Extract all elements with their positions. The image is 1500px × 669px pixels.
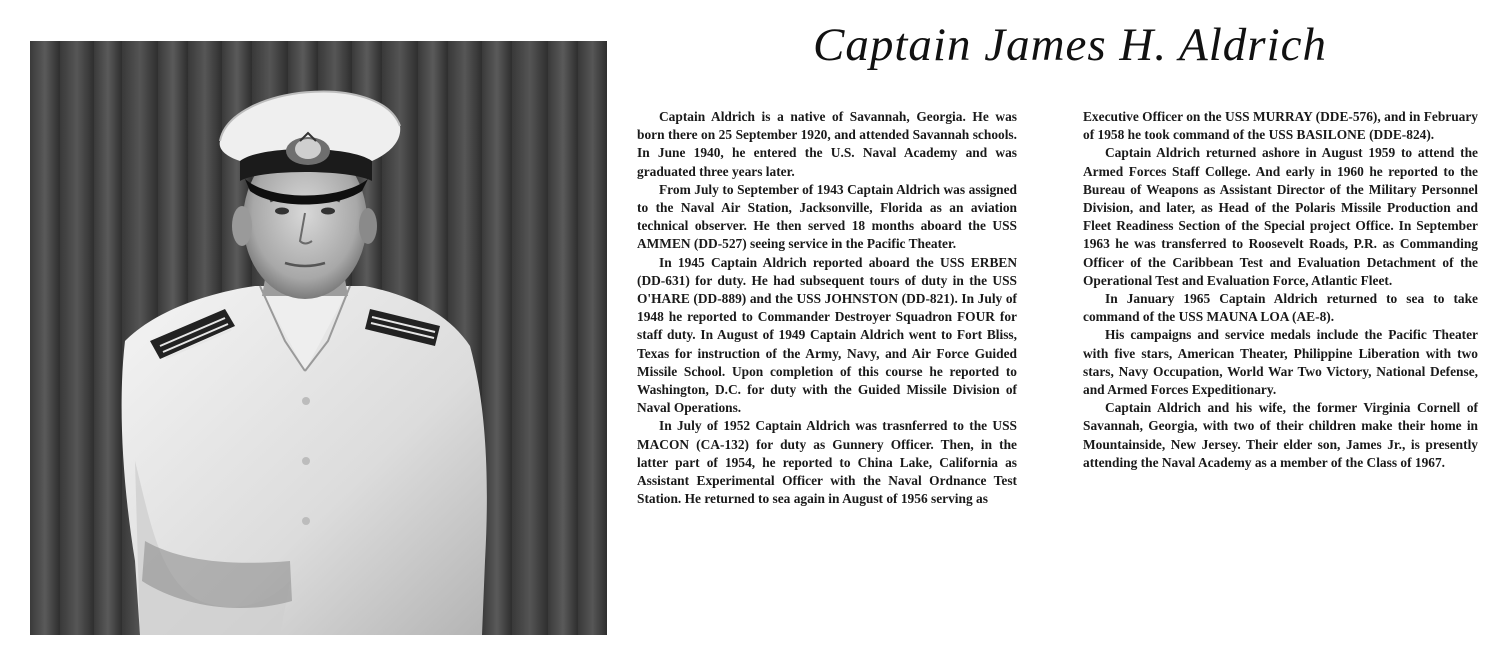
paragraph: In July of 1952 Captain Aldrich was trasnferred to the USS MACON (CA-132) for duty as Gunnery Officer. Then, in the latter part of 1954, he reported to China Lake, California as Assistant Experimental Officer with the Naval Ordnance Test Station. He returned to sea again in August of 1956 serving as (637, 418, 1017, 507)
paragraph: Captain Aldrich is a native of Savannah, Georgia. He was born there on 25 September 1920, and attended Savannah schools. In June 1940, he entered the U.S. Naval Academy and was graduated three years later. (637, 109, 1017, 179)
portrait-illustration (30, 41, 607, 635)
paragraph-continued: Executive Officer on the USS MURRAY (DDE-576), and in February of 1958 he took command of the USS BASILONE (DDE-824). (1083, 109, 1478, 143)
text-column-right (1083, 108, 1478, 472)
paragraph: Captain Aldrich and his wife, the former Virginia Cornell of Savannah, Georgia, with two of their children make their home in Mountainside, New Jersey. Their elder son, James Jr., is presently attending the Naval Academy as a member of the Class of 1967. (1083, 400, 1478, 470)
paragraph: Captain Aldrich returned ashore in August 1959 to attend the Armed Forces Staff College. And early in 1960 he reported to the Bureau of Weapons as Assistant Director of the Military Personnel Division, and later, as Head of the Polaris Missile Production and Fleet Readiness Section of the Special project Office. In September 1963 he was transferred to Roosevelt Roads, P.R. as Commanding Officer of the Caribbean Test and Evaluation Detachment of the Operational Test and Evaluation Force, Atlantic Fleet. (1083, 145, 1478, 288)
paragraph: In 1945 Captain Aldrich reported aboard the USS ERBEN (DD-631) for duty. He had subsequent tours of duty in the USS O'HARE (DD-889) and the USS JOHNSTON (DD-821). In July of 1948 he reported to Commander Destroyer Squadron FOUR for staff duty. In August of 1949 Captain Aldrich went to Fort Bliss, Texas for instruction of the Army, Navy, and Air Force Guided Missile School. Upon completion of this course he reported to Washington, D.C. for duty with the Guided Missile Division of Naval Operations. (637, 254, 1017, 416)
paragraph: From July to September of 1943 Captain Aldrich was assigned to the Naval Air Station, Jacksonville, Florida as an aviation technical observer. He then served 18 months aboard the USS AMMEN (DD-527) seeing service in the Pacific Theater. (637, 181, 1017, 252)
paragraph: His campaigns and service medals include the Pacific Theater with five stars, American Theater, Philippine Liberation with two stars, Navy Occupation, World War Two Victory, National Defense, and Armed Forces Expeditionary. (1083, 327, 1478, 398)
text-column-left (637, 108, 1017, 508)
page-title: Captain James H. Aldrich (813, 19, 1327, 71)
paragraph: In January 1965 Captain Aldrich returned to sea to take command of the USS MAUNA LOA (AE-8). (1083, 291, 1478, 325)
portrait-photo (30, 41, 607, 635)
